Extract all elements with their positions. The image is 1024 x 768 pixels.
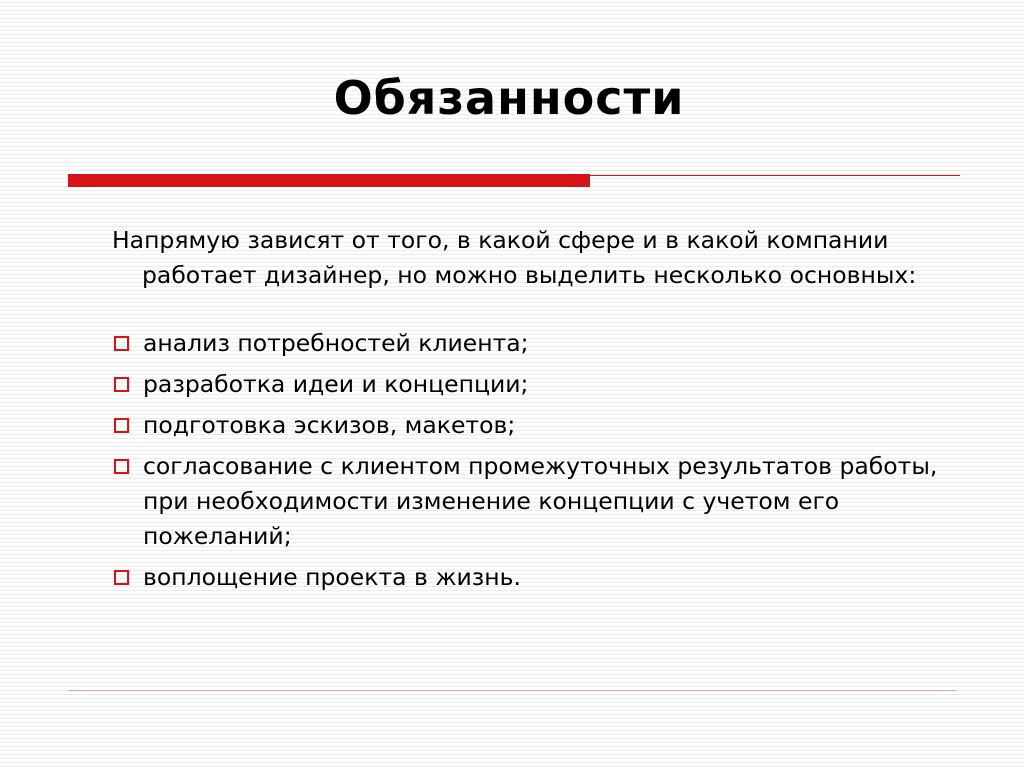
bullet-item bbox=[112, 408, 942, 443]
title-underline-thin bbox=[590, 175, 960, 176]
hollow-square-bullet-icon bbox=[114, 418, 129, 433]
bullet-item bbox=[112, 326, 942, 361]
bullet-text: анализ потребностей клиента; bbox=[143, 329, 529, 357]
title-underline-thick bbox=[68, 174, 590, 187]
bullet-item bbox=[112, 367, 942, 402]
bullet-item bbox=[112, 560, 942, 595]
bullet-list bbox=[112, 326, 942, 595]
intro-paragraph: Напрямую зависят от того, в какой сфере и в какой компании работает дизайнер, но можно выделить несколько основных: bbox=[112, 226, 917, 289]
hollow-square-bullet-icon bbox=[114, 377, 129, 392]
slide-title: Обязанности bbox=[333, 71, 685, 125]
hollow-square-bullet-icon bbox=[114, 570, 129, 585]
bullet-text: воплощение проекта в жизнь. bbox=[143, 563, 521, 591]
hollow-square-bullet-icon bbox=[114, 459, 129, 474]
bullet-item bbox=[112, 449, 942, 554]
bullet-text: разработка идеи и концепции; bbox=[143, 370, 529, 398]
bullet-text: подготовка эскизов, макетов; bbox=[143, 411, 516, 439]
footer-divider bbox=[68, 690, 956, 691]
slide-body bbox=[112, 223, 942, 601]
bullet-text: согласование с клиентом промежуточных результатов работы, при необходимости изменение концепции с учетом его пожеланий; bbox=[143, 452, 938, 550]
hollow-square-bullet-icon bbox=[114, 336, 129, 351]
